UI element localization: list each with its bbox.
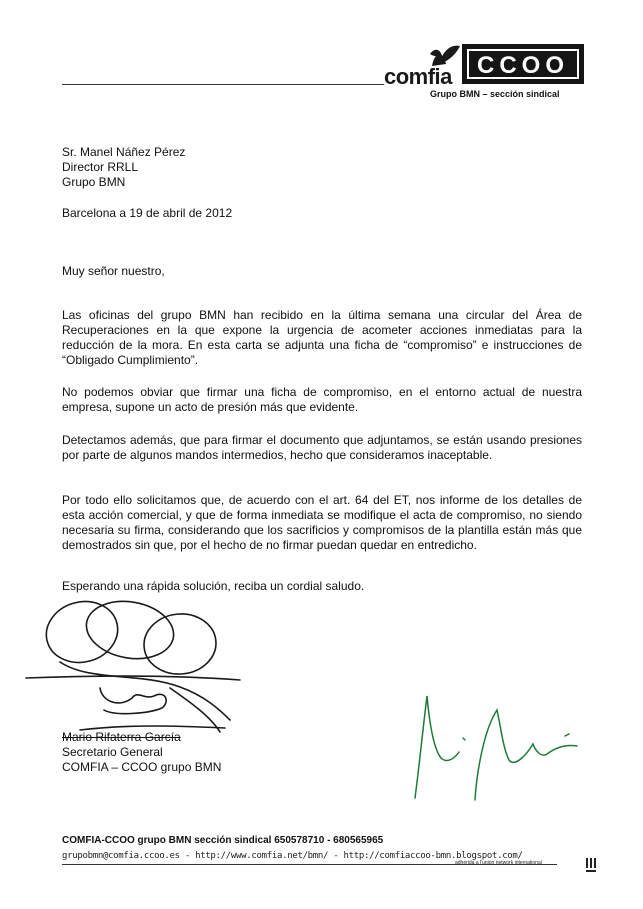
closing-line: Esperando una rápida solución, reciba un cordial saludo.	[62, 579, 365, 593]
signer-name: Mario Rifaterra García	[62, 730, 181, 744]
handwritten-signature-left	[20, 592, 250, 742]
handwritten-signature-right	[405, 688, 590, 808]
signer-role: Secretario General	[62, 745, 163, 759]
recipient-org: Grupo BMN	[62, 175, 126, 189]
header-rule	[62, 84, 384, 85]
recipient-block	[62, 145, 582, 190]
signer-block	[62, 730, 221, 775]
ccoo-logo-text: CCOO	[477, 52, 569, 79]
footer-contact: COMFIA-CCOO grupo BMN sección sindical 650578710 - 680565965	[62, 835, 384, 846]
recipient-name: Sr. Manel Náñez Pérez	[62, 145, 186, 159]
salutation: Muy señor nuestro,	[62, 264, 165, 278]
comfia-logo-text: comfia	[384, 64, 452, 89]
date-line: Barcelona a 19 de abril de 2012	[62, 206, 233, 220]
uni-logo-icon	[585, 856, 597, 876]
ccoo-logo	[462, 44, 584, 84]
paragraph-3: Detectamos además, que para firmar el documento que adjuntamos, se están usando presiones por parte de algunos mandos intermedios, hecho que consideramos inaceptable.	[62, 433, 582, 462]
paragraph-2: No podemos obviar que firmar una ficha de compromiso, en el entorno actual de nuestra empresa, supone un acto de presión más que evidente.	[62, 385, 582, 414]
signer-org: COMFIA – CCOO grupo BMN	[62, 760, 222, 774]
recipient-title: Director RRLL	[62, 160, 139, 174]
paragraph-4: Por todo ello solicitamos que, de acuerdo con el art. 64 del ET, nos informe de los detalles de esta acción comercial, y que de forma inmediata se modifique el acta de compromiso, no siendo necesaria su firma, considerando que los sacrificios y compromisos de la plantilla están más que demostrados sin que, por el hecho de no firmar puedan quedar en entredicho.	[62, 493, 582, 552]
letterhead-subtitle: Grupo BMN – sección sindical	[430, 89, 560, 99]
paragraph-1: Las oficinas del grupo BMN han recibido en la última semana una circular del Área de Recuperaciones en la que expone la urgencia de acometer acciones inmediatas para la reducción de la mora. En esta carta se adjunta una ficha de “compromiso” e instrucciones de “Obligado Cumplimiento”.	[62, 308, 582, 367]
footer-network-note: adherida a l'union network international	[455, 860, 542, 866]
footer-links: grupobmn@comfia.ccoo.es - http://www.comfia.net/bmn/ - http://comfiaccoo-bmn.blogspot.com/	[62, 851, 523, 861]
